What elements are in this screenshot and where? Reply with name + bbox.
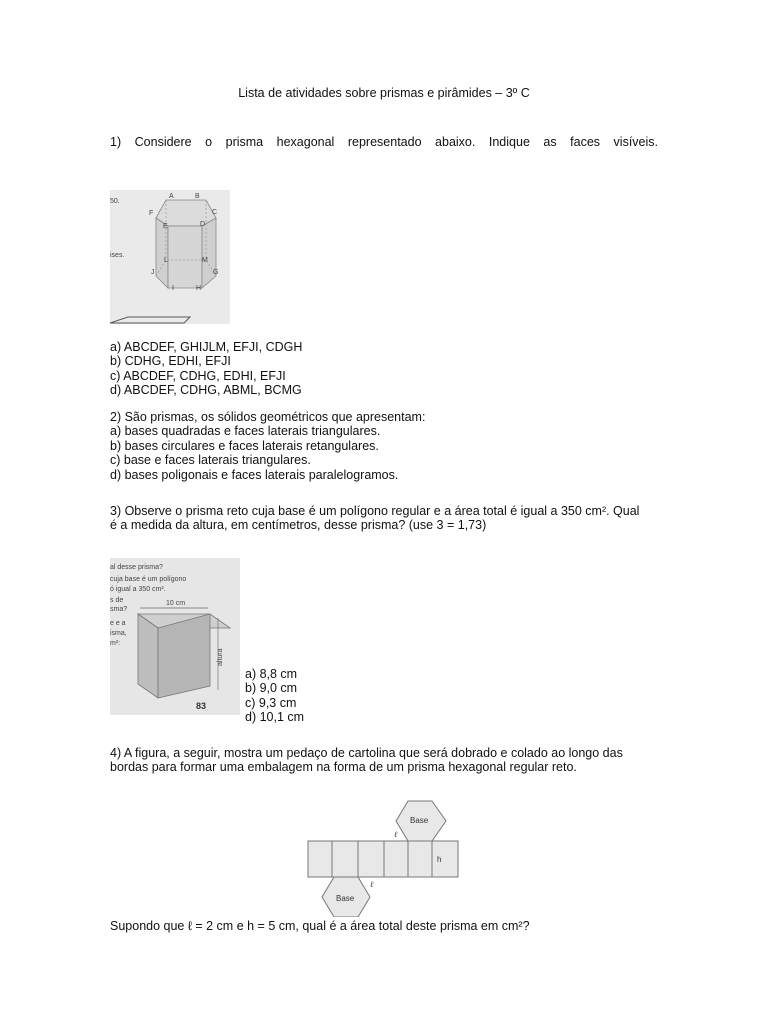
vertex-label-a: A (169, 193, 174, 200)
vertex-label-i: I (172, 285, 174, 292)
question-1-text: 1) Considere o prisma hexagonal representado abaixo. Indique as faces visíveis. (110, 135, 658, 149)
question-3-line-1: 3) Observe o prisma reto cuja base é um polígono regular e a área total é igual a 350 cm². Qual (110, 504, 640, 518)
question-3-options (245, 667, 304, 725)
option-c: c) ABCDEF, CDHG, EDHI, EFJI (110, 368, 286, 383)
question-3-line-2: é a medida da altura, em centímetros, desse prisma? (use 3 = 1,73) (110, 518, 487, 533)
vertex-label-f: F (149, 210, 154, 217)
base-label-top: Base (410, 816, 429, 825)
option-a: a) ABCDEF, GHIJLM, EFJI, CDGH (110, 340, 303, 354)
question-2-text: 2) São prismas, os sólidos geométricos que apresentam: (110, 410, 426, 424)
hexagonal-prism-net-figure (300, 797, 470, 917)
option-a: a) 8,8 cm (245, 667, 298, 681)
figure-text: e e a (110, 620, 126, 627)
option-b: b) bases circulares e faces laterais retangulares. (110, 438, 379, 453)
side-length-label: ℓ (394, 830, 398, 839)
question-4-line-2: bordas para formar uma embalagem na forma de um prisma hexagonal regular reto. (110, 760, 577, 775)
question-4-text (110, 746, 623, 775)
triangular-prism-figure (110, 558, 240, 715)
vertex-label-c: C (212, 209, 218, 216)
option-c: c) base e faces laterais triangulares. (110, 453, 311, 468)
height-label: altura (217, 648, 224, 666)
figure-text: ó igual a 350 cm². (110, 586, 166, 593)
figure-side-text: ises. (110, 252, 125, 259)
figure-text: m²: (110, 640, 121, 647)
figure-text: isma, (110, 630, 127, 637)
question-2 (110, 410, 425, 482)
page-title: Lista de atividades sobre prismas e pirâmides – 3º C (238, 86, 530, 100)
dimension-label: 10 cm (166, 600, 186, 607)
vertex-label-g: G (213, 269, 219, 276)
question-1-options (110, 340, 302, 398)
vertex-label-d: D (200, 221, 206, 228)
vertex-label-b: B (195, 193, 200, 200)
figure-side-text: 50. (110, 198, 120, 205)
figure-text: s de (110, 597, 124, 604)
question-3-text (110, 504, 639, 533)
option-c: c) 9,3 cm (245, 695, 297, 710)
option-a: a) bases quadradas e faces laterais triangulares. (110, 424, 381, 439)
vertex-label-e: E (163, 223, 168, 230)
vertex-label-j: J (151, 269, 155, 276)
figure-text: sma? (110, 606, 128, 613)
option-d: d) bases poligonais e faces laterais paralelogramos. (110, 467, 399, 482)
base-label-bottom: Base (336, 894, 355, 903)
hexagonal-prism-figure (110, 190, 230, 324)
vertex-label-h: H (196, 285, 202, 292)
question-4-prompt: Supondo que ℓ = 2 cm e h = 5 cm, qual é a área total deste prisma em cm²? (110, 919, 530, 933)
figure-text: al desse prisma? (110, 564, 163, 571)
question-4-line-1: 4) A figura, a seguir, mostra um pedaço de cartolina que será dobrado e colado ao longo das (110, 746, 623, 760)
vertex-label-l: L (164, 257, 168, 264)
option-b: b) 9,0 cm (245, 681, 298, 696)
figure-text: cuja base é um polígono (110, 576, 187, 583)
option-b: b) CDHG, EDHI, EFJI (110, 354, 231, 369)
vertex-label-m: M (202, 257, 208, 264)
option-d: d) ABCDEF, CDHG, ABML, BCMG (110, 383, 302, 398)
page-number: 83 (196, 701, 207, 711)
side-length-label: ℓ (370, 880, 374, 889)
option-d: d) 10,1 cm (245, 710, 305, 725)
height-label: h (437, 855, 442, 864)
